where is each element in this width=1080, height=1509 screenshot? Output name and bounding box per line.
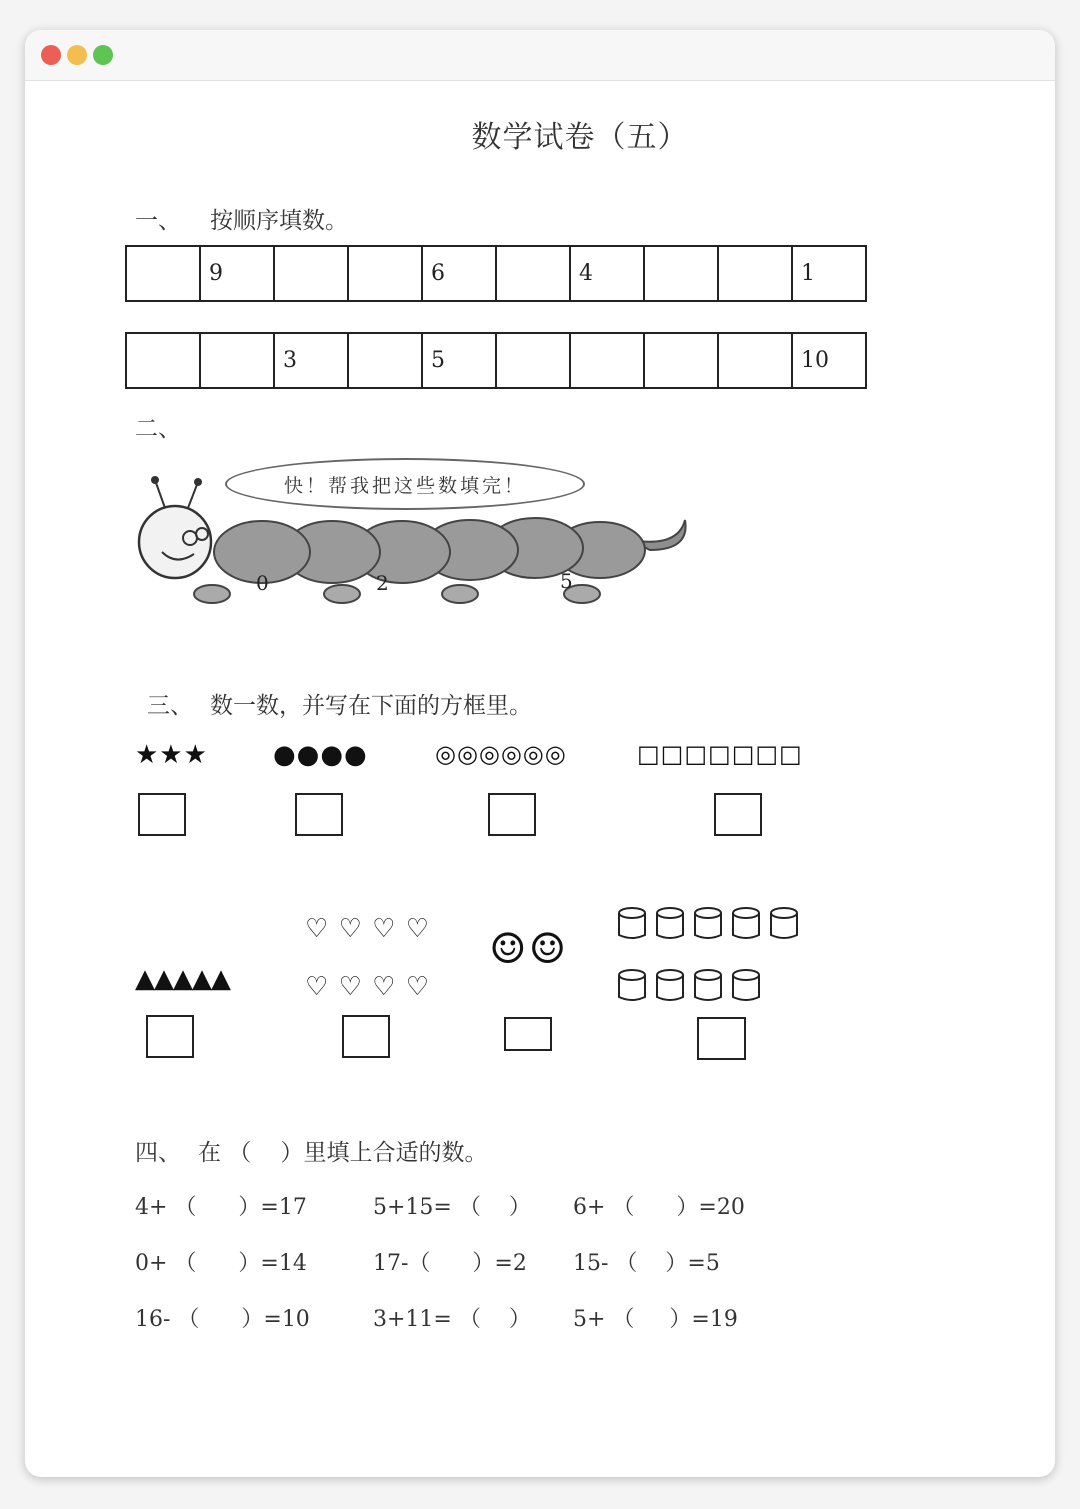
smileys-group: ☺☺ bbox=[489, 924, 569, 973]
caterpillar-number: 0 bbox=[256, 571, 269, 595]
section1-number: 一、 bbox=[135, 208, 181, 234]
seq1-cell[interactable]: 9 bbox=[200, 246, 274, 301]
dots-group: ●●●● bbox=[273, 740, 368, 770]
squares-group: □□□□□□□ bbox=[637, 740, 803, 768]
cup-icon bbox=[657, 908, 683, 938]
worksheet bbox=[25, 30, 1055, 1477]
equation[interactable]: 17-（ ）=2 bbox=[373, 1251, 527, 1276]
seq1-cell[interactable] bbox=[644, 246, 718, 301]
section4-number: 四、 bbox=[135, 1140, 181, 1166]
seq1-cell[interactable]: 4 bbox=[570, 246, 644, 301]
page-title: 数学试卷（五） bbox=[471, 120, 689, 155]
seq1-cell[interactable] bbox=[126, 246, 200, 301]
answer-box[interactable] bbox=[488, 793, 536, 836]
answer-box[interactable] bbox=[697, 1017, 746, 1060]
speech-bubble: 快！帮我把这些数填完！ bbox=[225, 458, 585, 510]
cup-icon bbox=[771, 908, 797, 938]
cups-group bbox=[615, 902, 805, 1007]
cup-icon bbox=[733, 908, 759, 938]
hearts-row-2: ♡ ♡ ♡ ♡ bbox=[305, 972, 431, 1002]
seq1-cell[interactable] bbox=[718, 246, 792, 301]
seq1-cell[interactable] bbox=[496, 246, 570, 301]
answer-box[interactable] bbox=[714, 793, 762, 836]
sequence-table-1 bbox=[125, 245, 867, 302]
cup-icon bbox=[619, 908, 645, 938]
answer-box[interactable] bbox=[295, 793, 343, 836]
seq2-cell[interactable]: 5 bbox=[422, 333, 496, 388]
equation[interactable]: 5+ （ ）=19 bbox=[573, 1307, 738, 1332]
seq2-cell[interactable] bbox=[570, 333, 644, 388]
section3-number: 三、 bbox=[147, 693, 193, 719]
cup-icon bbox=[695, 970, 721, 1000]
seq2-cell[interactable] bbox=[126, 333, 200, 388]
caterpillar-illustration bbox=[130, 470, 690, 610]
seq2-cell[interactable]: 3 bbox=[274, 333, 348, 388]
seq2-cell[interactable] bbox=[718, 333, 792, 388]
equation[interactable]: 0+ （ ）=14 bbox=[135, 1251, 307, 1276]
answer-box[interactable] bbox=[504, 1017, 552, 1051]
seq1-cell[interactable]: 6 bbox=[422, 246, 496, 301]
triangles-group: ▲▲▲▲▲ bbox=[135, 964, 230, 994]
seq1-cell[interactable] bbox=[348, 246, 422, 301]
seq1-cell[interactable]: 1 bbox=[792, 246, 866, 301]
cup-icon bbox=[733, 970, 759, 1000]
cup-icon bbox=[695, 908, 721, 938]
caterpillar-number: 5 bbox=[560, 569, 573, 593]
equation[interactable]: 5+15= （ ） bbox=[373, 1195, 531, 1220]
sequence-table-2 bbox=[125, 332, 867, 389]
seq2-cell[interactable]: 10 bbox=[792, 333, 866, 388]
document-window bbox=[25, 30, 1055, 1477]
section1-heading: 按顺序填数。 bbox=[210, 208, 348, 234]
equation[interactable]: 4+ （ ）=17 bbox=[135, 1195, 307, 1220]
equation[interactable]: 3+11= （ ） bbox=[373, 1307, 531, 1332]
stars-group: ★★★ bbox=[135, 740, 208, 770]
caterpillar-number: 2 bbox=[376, 571, 389, 595]
seq2-cell[interactable] bbox=[496, 333, 570, 388]
equation[interactable]: 16- （ ）=10 bbox=[135, 1307, 310, 1332]
seq2-cell[interactable] bbox=[200, 333, 274, 388]
seq1-cell[interactable] bbox=[274, 246, 348, 301]
answer-box[interactable] bbox=[138, 793, 186, 836]
seq2-cell[interactable] bbox=[348, 333, 422, 388]
answer-box[interactable] bbox=[342, 1015, 390, 1058]
section2-number: 二、 bbox=[135, 416, 181, 442]
hearts-row-1: ♡ ♡ ♡ ♡ bbox=[305, 914, 431, 944]
cup-icon bbox=[619, 970, 645, 1000]
circles-group: ◎◎◎◎◎◎ bbox=[435, 740, 567, 768]
answer-box[interactable] bbox=[146, 1015, 194, 1058]
equation[interactable]: 15- （ ）=5 bbox=[573, 1251, 720, 1276]
seq2-cell[interactable] bbox=[644, 333, 718, 388]
section3-heading: 数一数，并写在下面的方框里。 bbox=[210, 693, 532, 719]
cup-icon bbox=[657, 970, 683, 1000]
equation[interactable]: 6+ （ ）=20 bbox=[573, 1195, 745, 1220]
section4-heading: 在 （ ）里填上合适的数。 bbox=[198, 1140, 488, 1166]
